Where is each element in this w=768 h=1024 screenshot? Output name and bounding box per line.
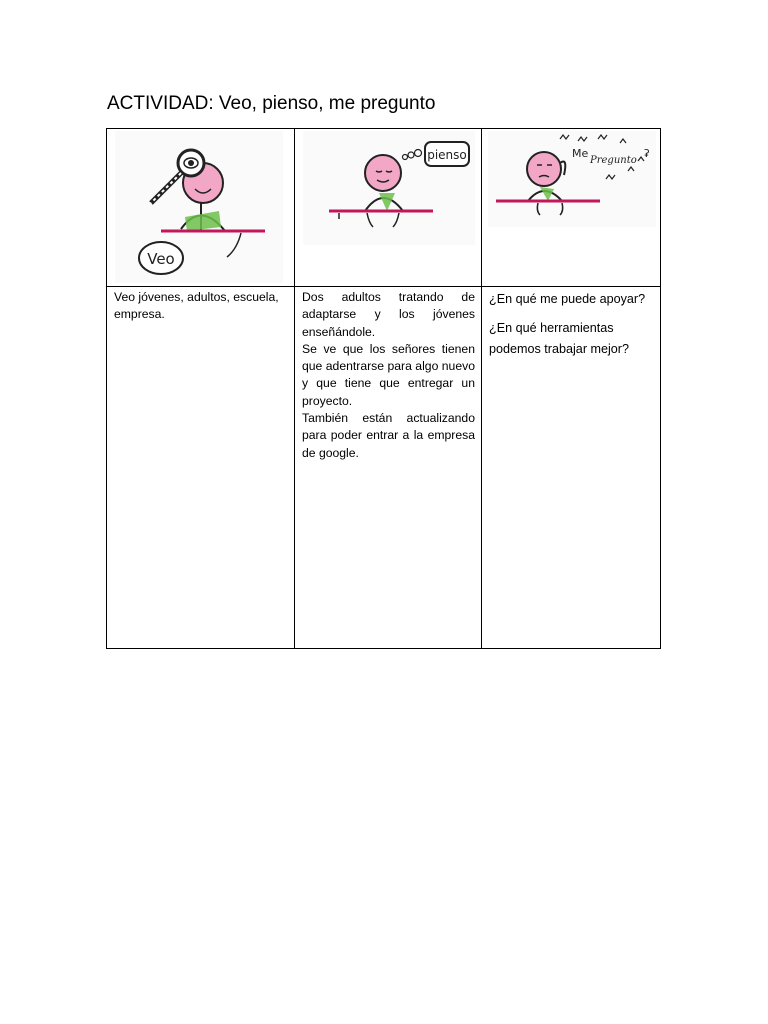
column-divider — [294, 129, 295, 648]
pienso-text-3: También están actualizando para poder entrar a la empresa de google. — [302, 411, 475, 460]
pienso-cell — [302, 289, 475, 462]
veo-illustration — [115, 131, 283, 283]
veo-cell — [114, 289, 286, 324]
veo-text: Veo jóvenes, adultos, escuela, empresa. — [114, 290, 279, 322]
pienso-bubble-text: pienso — [427, 148, 467, 162]
svg-text:ʡ: ʡ — [644, 147, 650, 160]
column-divider — [481, 129, 482, 648]
pienso-text-2: Se ve que los señores tienen que adentrarse para algo nuevo y que tiene que entregar un proyecto. — [302, 341, 475, 408]
veo-bubble-text: Veo — [147, 250, 175, 268]
pregunto-bubble-text-1: Me — [572, 147, 589, 160]
pregunto-bubble-text-2: Pregunto — [590, 155, 637, 166]
page-title: ACTIVIDAD: Veo, pienso, me pregunto — [107, 93, 436, 114]
pregunto-question-2: ¿En qué herramientas podemos trabajar mejor? — [489, 321, 630, 356]
pregunto-cell — [489, 289, 657, 368]
pregunto-question-1: ¿En qué me puede apoyar? — [489, 292, 646, 306]
pregunto-illustration — [488, 131, 656, 227]
row-divider — [107, 286, 660, 287]
pienso-text-1: Dos adultos tratando de adaptarse y los jóvenes enseñándole. — [302, 290, 475, 339]
pienso-illustration — [303, 131, 475, 245]
activity-table — [106, 128, 661, 649]
